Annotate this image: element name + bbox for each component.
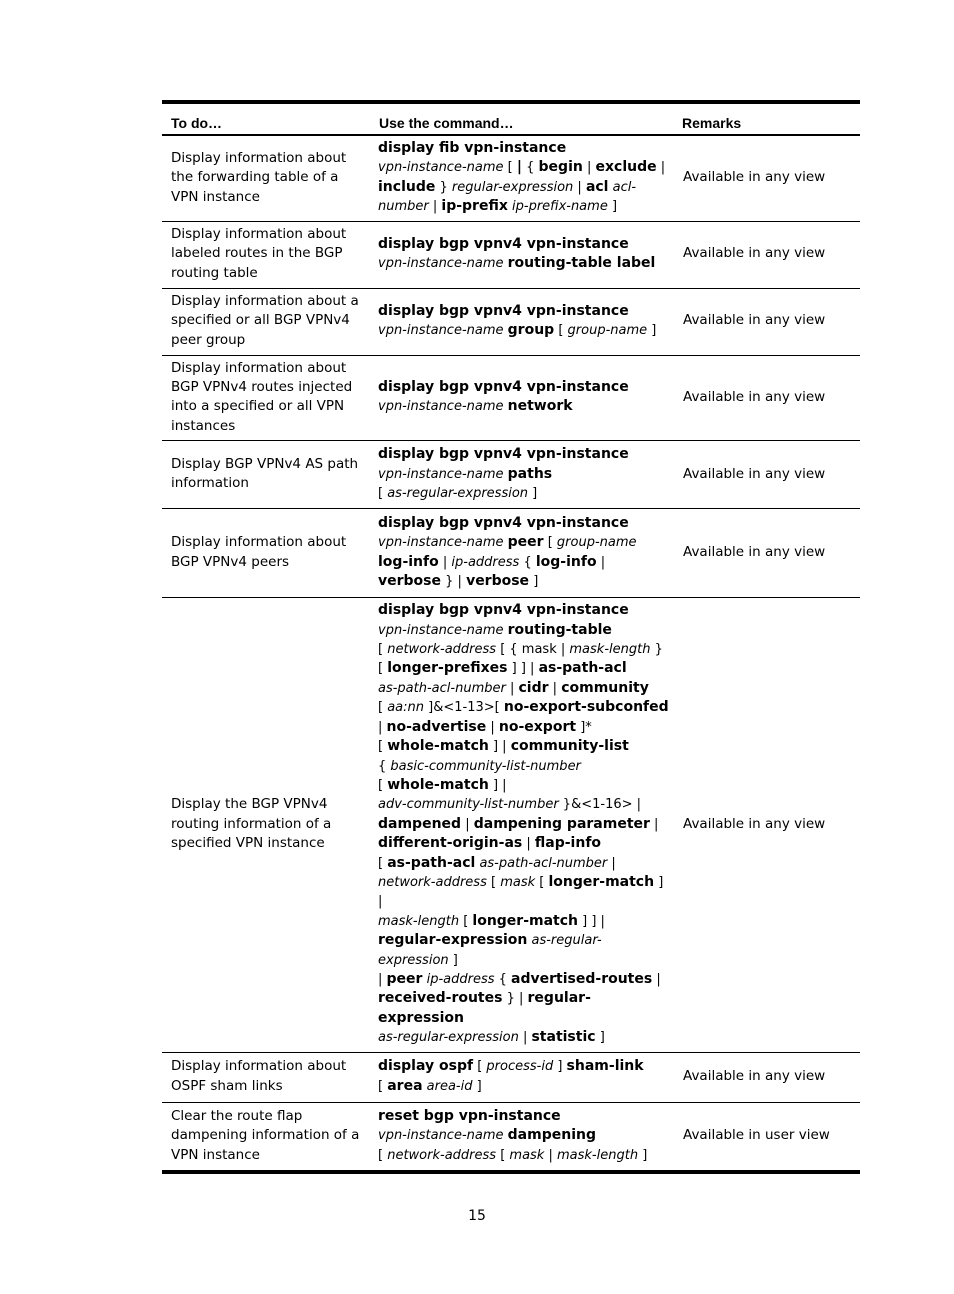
- command-argument: ip-address: [426, 971, 495, 987]
- command-argument: regular-expression: [451, 179, 574, 195]
- table-row: [162, 221, 860, 288]
- command-keyword: display bgp vpnv4 vpn-instance: [378, 514, 629, 531]
- command-keyword: display bgp vpnv4 vpn-instance: [378, 302, 629, 319]
- cell-command: [370, 355, 673, 441]
- command-syntax: [: [378, 1078, 388, 1094]
- command-syntax: [: [378, 661, 388, 677]
- table-row: [162, 441, 860, 509]
- command-keyword: no-export: [498, 718, 577, 735]
- table-row: [162, 598, 860, 1052]
- cell-remarks: Available in any view: [673, 509, 860, 598]
- command-keyword: cidr: [518, 679, 549, 696]
- table-row: [162, 288, 860, 355]
- command-keyword: log-info: [535, 553, 597, 570]
- command-argument: as-path-acl-number: [378, 680, 506, 696]
- command-syntax: ] |: [488, 777, 507, 793]
- command-argument: as-regular-expression: [378, 1030, 519, 1046]
- command-syntax: [: [554, 323, 568, 339]
- command-keyword: received-routes: [378, 990, 503, 1007]
- cell-command: [370, 598, 673, 1052]
- command-syntax: {: [378, 758, 391, 774]
- cell-command: [370, 1052, 673, 1102]
- command-syntax: }: [435, 179, 452, 195]
- command-syntax: [: [378, 1147, 388, 1163]
- command-keyword: dampened: [378, 815, 462, 832]
- command-keyword: community: [561, 679, 649, 696]
- command-keyword: longer-prefixes: [387, 660, 508, 677]
- command-syntax: [: [378, 739, 388, 755]
- command-argument: vpn-instance-name: [378, 1128, 504, 1144]
- command-keyword: display bgp vpnv4 vpn-instance: [378, 446, 629, 463]
- page-number: 15: [468, 1208, 486, 1224]
- command-syntax: [: [378, 700, 388, 716]
- command-syntax: ]: [528, 485, 538, 501]
- table-body: [162, 135, 860, 1172]
- cell-remarks: Available in any view: [673, 221, 860, 288]
- cell-remarks: Available in any view: [673, 1052, 860, 1102]
- command-keyword: verbose: [466, 573, 530, 590]
- command-syntax: [: [543, 535, 557, 551]
- command-keyword: ip-prefix: [441, 198, 508, 215]
- command-keyword: peer: [386, 970, 423, 987]
- command-syntax: ]: [647, 323, 657, 339]
- cell-to-do: Display information about labeled routes in the BGP routing table: [162, 221, 370, 288]
- command-argument: as-path-acl-number: [479, 855, 608, 871]
- command-keyword: display bgp vpnv4 vpn-instance: [378, 235, 629, 252]
- command-argument: vpn-instance-name: [378, 535, 504, 551]
- command-syntax: ]&<1-13>[: [424, 700, 504, 716]
- command-keyword: regular-expression: [378, 932, 528, 949]
- cell-to-do: Clear the route flap dampening information of a VPN instance: [171, 1107, 360, 1163]
- command-syntax: |: [461, 816, 474, 832]
- command-keyword: log-info: [378, 553, 439, 570]
- cell-to-do: Display the BGP VPNv4 routing information of a specified VPN instance: [162, 598, 370, 1052]
- command-keyword: no-export-subconfed: [503, 699, 669, 716]
- command-argument: ip-address: [451, 554, 520, 570]
- command-syntax: }: [650, 642, 663, 658]
- command-syntax: {: [521, 160, 539, 176]
- cell-remarks: Available in any view: [673, 355, 860, 441]
- command-syntax: ]*: [576, 719, 592, 735]
- command-keyword: begin: [538, 159, 583, 176]
- command-syntax: |: [649, 816, 659, 832]
- command-syntax: [: [459, 913, 473, 929]
- cell-command: [370, 135, 673, 221]
- table-row: [162, 1102, 860, 1172]
- cell-command: [370, 1102, 673, 1172]
- command-argument: area-id: [426, 1078, 473, 1094]
- command-keyword: display ospf: [378, 1058, 474, 1075]
- cell-to-do: Display information about OSPF sham links: [162, 1052, 370, 1102]
- command-syntax: }&<1-16> |: [558, 797, 642, 813]
- command-keyword: include: [378, 178, 436, 195]
- command-syntax: ] ] |: [507, 661, 539, 677]
- command-syntax: [ { mask |: [496, 642, 570, 658]
- command-syntax: |: [486, 719, 499, 735]
- command-syntax: } |: [441, 574, 467, 590]
- command-argument: network-address: [387, 642, 497, 658]
- command-syntax: |: [522, 836, 535, 852]
- command-keyword: area: [387, 1077, 423, 1094]
- command-syntax: ]: [472, 1078, 482, 1094]
- command-syntax: ]: [607, 199, 618, 215]
- command-syntax: |: [548, 680, 562, 696]
- cell-remarks: Available in any view: [673, 135, 860, 221]
- table-header-row: [162, 102, 860, 135]
- command-keyword: display bgp vpnv4 vpn-instance: [378, 602, 629, 619]
- command-syntax: {: [494, 971, 512, 987]
- command-keyword: flap-info: [534, 835, 602, 852]
- command-syntax: |: [428, 199, 442, 215]
- command-syntax: |: [518, 1030, 532, 1046]
- command-argument: mask-length: [557, 1147, 639, 1163]
- command-argument: vpn-instance-name: [378, 256, 504, 272]
- command-keyword: longer-match: [548, 873, 655, 890]
- command-syntax: |: [544, 1147, 557, 1163]
- command-syntax: [: [535, 874, 549, 890]
- command-argument: aa:nn: [387, 700, 425, 716]
- command-syntax: [: [496, 1147, 510, 1163]
- command-keyword: display fib vpn-instance: [378, 140, 567, 156]
- cell-to-do: Display BGP VPNv4 AS path information: [162, 441, 370, 509]
- command-argument: vpn-instance-name: [378, 466, 504, 482]
- header-to-do: To do…: [162, 102, 370, 135]
- cell-to-do: Display information about a specified or all BGP VPNv4 peer group: [162, 288, 370, 355]
- command-argument: group-name: [567, 323, 648, 339]
- command-syntax: ]: [595, 1030, 605, 1046]
- header-use-the-command: Use the command…: [370, 102, 673, 135]
- command-syntax: |: [596, 554, 606, 570]
- header-remarks: Remarks: [673, 102, 860, 135]
- command-argument: network-address: [387, 1147, 497, 1163]
- table-row: [162, 1052, 860, 1102]
- command-table: [162, 100, 860, 1174]
- command-syntax: |: [573, 179, 586, 195]
- command-keyword: statistic: [531, 1029, 596, 1046]
- cell-command: [370, 288, 673, 355]
- command-keyword: whole-match: [387, 738, 489, 755]
- command-syntax: ]: [529, 574, 539, 590]
- command-keyword: reset bgp vpn-instance: [378, 1107, 561, 1124]
- cell-command: [370, 509, 673, 598]
- command-syntax: [: [378, 485, 388, 501]
- command-argument: adv-community-list-number: [378, 797, 559, 813]
- command-keyword: as-path-acl: [387, 854, 476, 871]
- command-syntax: |: [652, 971, 661, 987]
- cell-command: [370, 441, 673, 509]
- command-keyword: group: [507, 322, 555, 339]
- command-argument: vpn-instance-name: [378, 399, 504, 415]
- command-keyword: advertised-routes: [511, 970, 653, 987]
- command-argument: vpn-instance-name: [378, 323, 504, 339]
- command-keyword: community-list: [510, 738, 629, 755]
- table-row: [162, 355, 860, 441]
- command-keyword: dampening: [507, 1127, 596, 1144]
- command-keyword: as-path-acl: [538, 660, 627, 677]
- command-keyword: |: [516, 159, 522, 176]
- command-syntax: } |: [502, 991, 528, 1007]
- cell-to-do: Display information about BGP VPNv4 routes injected into a specified or all VPN instances: [162, 355, 370, 441]
- command-keyword: dampening parameter: [473, 815, 650, 832]
- cell-to-do: Display information about BGP VPNv4 peers: [162, 509, 370, 598]
- command-keyword: sham-link: [566, 1058, 644, 1075]
- command-syntax: [: [378, 855, 388, 871]
- command-argument: vpn-instance-name: [378, 622, 504, 638]
- command-keyword: longer-match: [472, 912, 579, 929]
- cell-remarks: Available in user view: [683, 1127, 830, 1144]
- command-syntax: |: [378, 719, 387, 735]
- cell-to-do: Display information about the forwarding table of a VPN instance: [162, 135, 370, 221]
- command-syntax: ] |: [378, 874, 664, 910]
- command-syntax: [: [486, 874, 501, 890]
- command-keyword: network: [507, 398, 573, 415]
- command-argument: mask: [509, 1147, 545, 1163]
- command-argument: basic-community-list-number: [390, 758, 581, 774]
- command-argument: mask: [500, 874, 536, 890]
- command-keyword: display bgp vpnv4 vpn-instance: [378, 379, 629, 396]
- cell-remarks: Available in any view: [673, 598, 860, 1052]
- table-row: [162, 509, 860, 598]
- command-keyword: whole-match: [387, 776, 489, 793]
- command-syntax: ]: [553, 1059, 567, 1075]
- command-keyword: routing-table: [507, 621, 612, 638]
- command-argument: vpn-instance-name: [378, 160, 504, 176]
- command-keyword: exclude: [595, 159, 657, 176]
- command-argument: group-name: [556, 535, 637, 551]
- command-argument: acl-number: [378, 179, 637, 215]
- command-syntax: |: [656, 160, 666, 176]
- cell-command: [370, 221, 673, 288]
- command-argument: ip-prefix-name: [512, 199, 608, 215]
- cell-remarks: Available in any view: [673, 288, 860, 355]
- command-keyword: acl: [585, 178, 609, 195]
- command-syntax: {: [519, 554, 536, 570]
- command-syntax: ] ] |: [578, 913, 605, 929]
- command-syntax: ] |: [488, 739, 511, 755]
- command-keyword: paths: [507, 465, 553, 482]
- command-argument: network-address: [378, 874, 487, 890]
- command-argument: process-id: [486, 1059, 554, 1075]
- command-syntax: [: [378, 642, 388, 658]
- table-row: [162, 135, 860, 221]
- command-argument: mask-length: [378, 913, 460, 929]
- command-argument: as-regular-expression: [378, 933, 602, 968]
- command-syntax: |: [582, 160, 596, 176]
- command-keyword: routing-table label: [507, 255, 656, 272]
- command-syntax: [: [503, 160, 517, 176]
- command-syntax: |: [438, 554, 452, 570]
- command-keyword: regular-expression: [378, 990, 591, 1026]
- command-syntax: |: [378, 971, 387, 987]
- command-syntax: ]: [638, 1147, 648, 1163]
- cell-remarks: Available in any view: [673, 441, 860, 509]
- command-argument: as-regular-expression: [387, 485, 529, 501]
- command-keyword: verbose: [378, 573, 441, 590]
- command-syntax: [: [473, 1059, 487, 1075]
- command-syntax: |: [607, 855, 616, 871]
- command-keyword: peer: [507, 534, 544, 551]
- command-syntax: [: [378, 777, 388, 793]
- command-keyword: no-advertise: [386, 718, 487, 735]
- command-keyword: different-origin-as: [378, 835, 523, 852]
- command-syntax: |: [505, 680, 519, 696]
- command-syntax: ]: [448, 952, 458, 968]
- command-argument: mask-length: [569, 642, 651, 658]
